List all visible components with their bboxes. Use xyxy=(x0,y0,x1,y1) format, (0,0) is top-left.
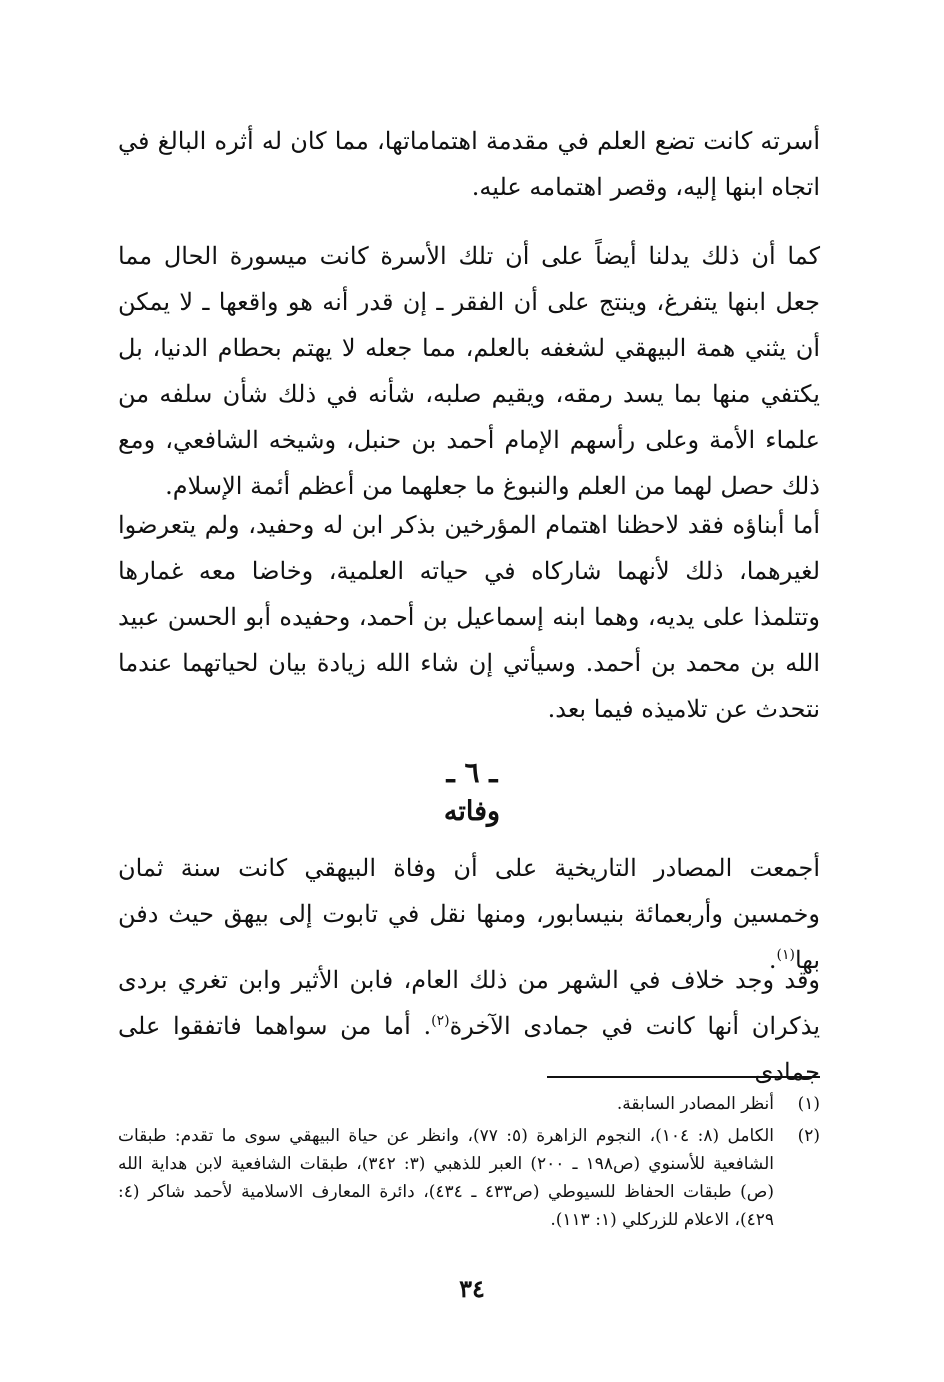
paragraph-text-part: أجمعت المصادر التاريخية على أن وفاة البيهقي كانت سنة ثمان وخمسين وأربعمائة بنيسابور، ومنها نقل في تابوت إلى بيهق حيث دفن بها xyxy=(118,854,820,974)
paragraph-text-end: . xyxy=(768,946,777,974)
body-paragraph xyxy=(118,502,820,732)
page-number: ٣٤ xyxy=(459,1274,485,1303)
paragraph-text: أما أبناؤه فقد لاحظنا اهتمام المؤرخين بذكر ابن له وحفيد، ولم يتعرضوا لغيرهما، ذلك لأنهما شاركاه في حياته العلمية، وخاضا معه غمارها وتتلمذا على يديه، وهما ابنه إسماعيل بن أحمد، وحفيده أبو الحسن عبيد الله بن محمد بن أحمد. وسيأتي إن شاء الله زيادة بيان لحياتهما عندما نتحدث عن تلاميذه فيما بعد. xyxy=(118,511,820,723)
footnote xyxy=(118,1122,820,1234)
paragraph-text-part: . أما من سواهما فاتفقوا على جمادى xyxy=(118,1012,820,1086)
paragraph-text: كما أن ذلك يدلنا أيضاً على أن تلك الأسرة كانت ميسورة الحال مما جعل ابنها يتفرغ، وينتج على أن الفقر ـ إن قدر أنه هو واقعها ـ لا يمكن أن يثني همة البيهقي لشغفه بالعلم، مما جعله لا يهتم بحطام الدنيا، بل يكتفي منها بما يسد رمقه، ويقيم صلبه، شأنه في ذلك شأن سلفه من علماء الأمة وعلى رأسهم الإمام أحمد بن حنبل، وشيخه الشافعي، ومع ذلك حصل لهما من العلم والنبوغ ما جعلهما من أعظم أئمة الإسلام. xyxy=(118,242,820,500)
section-title: وفاته xyxy=(443,796,501,827)
paragraph-text xyxy=(118,957,820,1095)
body-paragraph xyxy=(118,233,820,509)
footnote-text: أنظر المصادر السابقة. xyxy=(616,1094,774,1114)
footnote-text: الكامل (٨: ١٠٤)، النجوم الزاهرة (٥: ٧٧)، وانظر عن حياة البيهقي سوى ما تقدم: طبقات الشافعية للأسنوي (ص١٩٨ ـ ٢٠٠) العبر للذهبي (٣: ٣٤٢)، طبقات الشافعية لابن هداية الله (ص) طبقات الحفاظ للسيوطي (ص٤٣٣ ـ ٤٣٤)، دائرة المعارف الاسلامية لأحمد شاكر (٤: ٤٢٩)، الاعلام للزركلي (١: ١١٣). xyxy=(118,1126,775,1230)
footnote-number: (٢) xyxy=(797,1126,820,1146)
footnote-number: (١) xyxy=(797,1094,820,1114)
footnote-divider xyxy=(547,1076,820,1078)
body-paragraph xyxy=(118,957,820,1095)
section-number: ـ ٦ ـ xyxy=(446,756,498,789)
body-paragraph xyxy=(118,118,820,210)
paragraph-text-part: وقد وجد خلاف في الشهر من ذلك العام، فابن الأثير وابن تغري بردى يذكران أنها كانت في جمادى الآخرة xyxy=(118,966,820,1040)
paragraph-text: أسرته كانت تضع العلم في مقدمة اهتماماتها، مما كان له أثره البالغ في اتجاه ابنها إليه، وقصر اهتمامه عليه. xyxy=(118,127,820,201)
footnote-ref: (٢) xyxy=(431,1013,450,1029)
footnote-ref: (١) xyxy=(776,947,795,963)
footnote xyxy=(118,1090,820,1118)
